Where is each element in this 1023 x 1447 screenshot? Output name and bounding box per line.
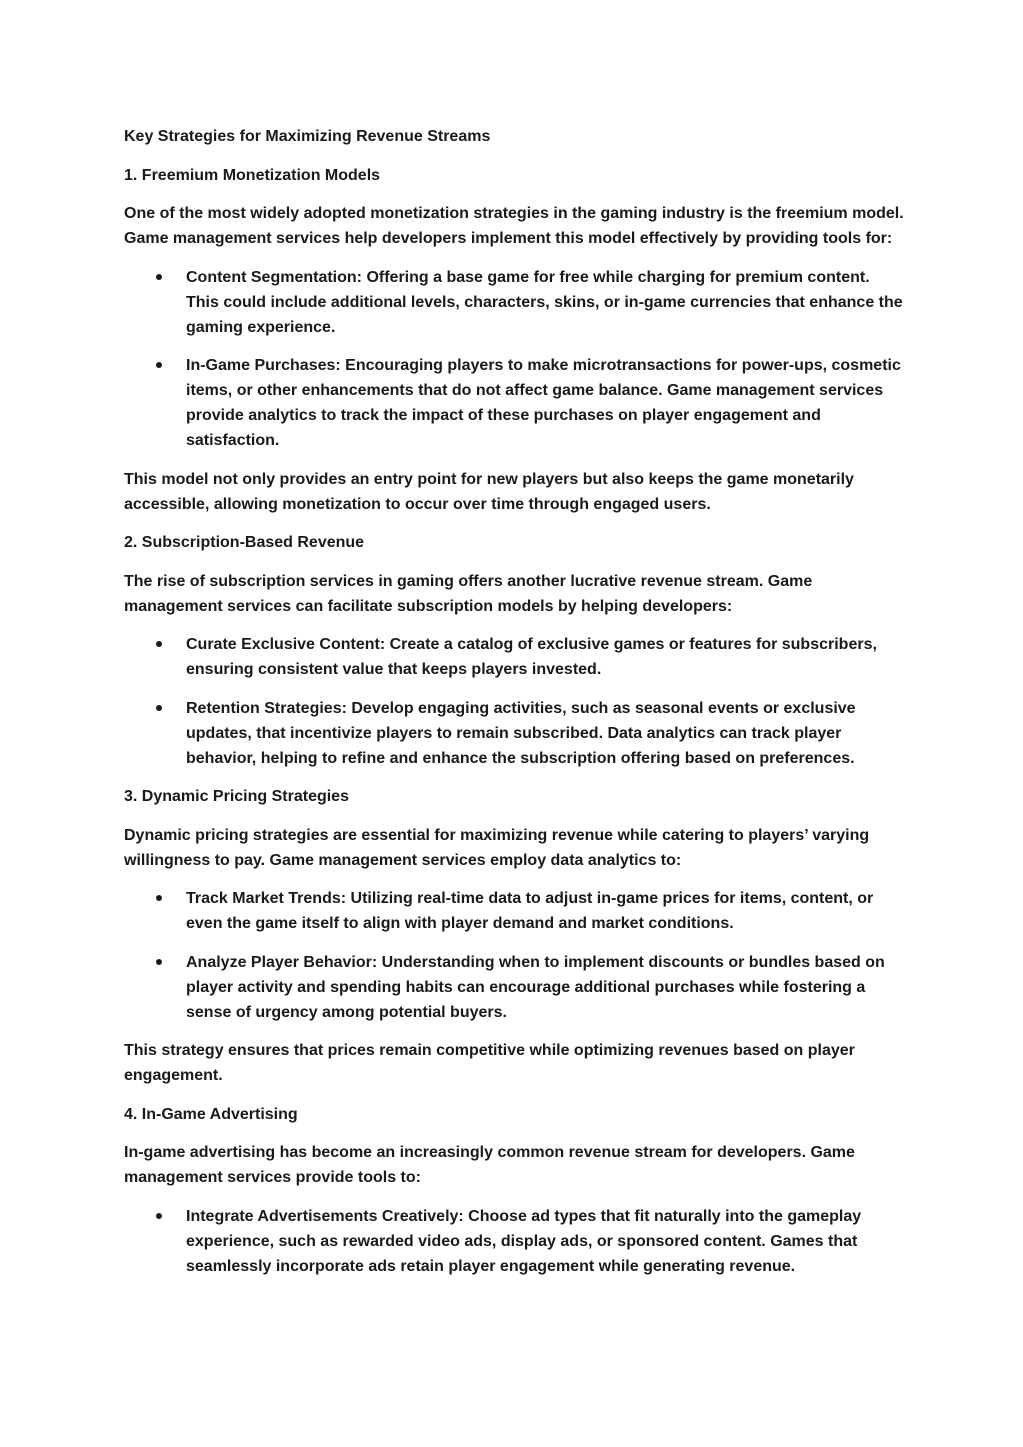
list-item bbox=[124, 950, 904, 1025]
bullet-list bbox=[124, 265, 904, 454]
section-intro: The rise of subscription services in gaming offers another lucrative revenue stream. Game management services can facilitate subscription models by helping developers: bbox=[124, 572, 813, 615]
bullet-list bbox=[124, 632, 904, 771]
document-page bbox=[124, 124, 904, 1292]
section-intro: In-game advertising has become an increasingly common revenue stream for developers. Game management services provide tools to: bbox=[124, 1144, 855, 1186]
list-item bbox=[124, 1204, 904, 1279]
section-dynamic-pricing bbox=[124, 784, 904, 1088]
list-item-text: Integrate Advertisements Creatively: Choose ad types that fit naturally into the gameplay experience, such as rewarded video ads, display ads, or sponsored content. Games that seamlessly incorporate ads retain player engagement while generating revenue. bbox=[186, 1207, 862, 1275]
section-intro: One of the most widely adopted monetization strategies in the gaming industry is the freemium model. Game management services help developers implement this model effectively by providing tools for: bbox=[124, 205, 904, 247]
section-heading: 1. Freemium Monetization Models bbox=[124, 166, 381, 184]
list-item-text: Curate Exclusive Content: Create a catalog of exclusive games or features for subscribers, ensuring consistent value that keeps players invested. bbox=[186, 636, 877, 678]
list-item-text: Content Segmentation: Offering a base game for free while charging for premium content. This could include additional levels, characters, skins, or in-game currencies that enhance the gaming experience. bbox=[186, 268, 903, 336]
bullet-icon bbox=[156, 641, 162, 647]
section-intro: Dynamic pricing strategies are essential for maximizing revenue while catering to players’ varying willingness to pay. Game management services employ data analytics to: bbox=[124, 826, 870, 869]
section-freemium bbox=[124, 163, 904, 517]
bullet-list bbox=[124, 886, 904, 1025]
list-item bbox=[124, 696, 904, 771]
section-outro: This strategy ensures that prices remain competitive while optimizing revenues based on player engagement. bbox=[124, 1042, 855, 1084]
bullet-icon bbox=[156, 895, 162, 901]
section-in-game-advertising bbox=[124, 1102, 904, 1279]
list-item-text: Analyze Player Behavior: Understanding when to implement discounts or bundles based on player activity and spending habits can encourage additional purchases while fostering a sense of urgency among potential buyers. bbox=[186, 953, 885, 1021]
section-heading: 4. In-Game Advertising bbox=[124, 1105, 298, 1123]
section-outro: This model not only provides an entry point for new players but also keeps the game monetarily accessible, allowing monetization to occur over time through engaged users. bbox=[124, 470, 854, 513]
section-heading: 3. Dynamic Pricing Strategies bbox=[124, 788, 349, 805]
list-item-text: Retention Strategies: Develop engaging activities, such as seasonal events or exclusive updates, that incentivize players to remain subscribed. Data analytics can track player behavior, helping to refine and enhance the subscription offering based on preferences. bbox=[186, 699, 856, 767]
section-subscription bbox=[124, 530, 904, 771]
list-item-text: In-Game Purchases: Encouraging players to make microtransactions for power-ups, cosmetic items, or other enhancements that do not affect game balance. Game management services provide analytics to track the impact of these purchases on player engagement and satisfaction. bbox=[186, 357, 901, 449]
bullet-icon bbox=[156, 959, 162, 965]
bullet-icon bbox=[156, 362, 162, 368]
list-item bbox=[124, 632, 904, 682]
section-heading: 2. Subscription-Based Revenue bbox=[124, 534, 365, 551]
list-item bbox=[124, 886, 904, 936]
bullet-icon bbox=[156, 1213, 162, 1219]
list-item-text: Track Market Trends: Utilizing real-time data to adjust in-game prices for items, content, or even the game itself to align with player demand and market conditions. bbox=[186, 890, 874, 932]
bullet-icon bbox=[156, 274, 162, 280]
list-item bbox=[124, 265, 904, 340]
bullet-icon bbox=[156, 705, 162, 711]
bullet-list bbox=[124, 1204, 904, 1279]
list-item bbox=[124, 353, 904, 453]
document-title: Key Strategies for Maximizing Revenue Streams bbox=[124, 128, 491, 145]
